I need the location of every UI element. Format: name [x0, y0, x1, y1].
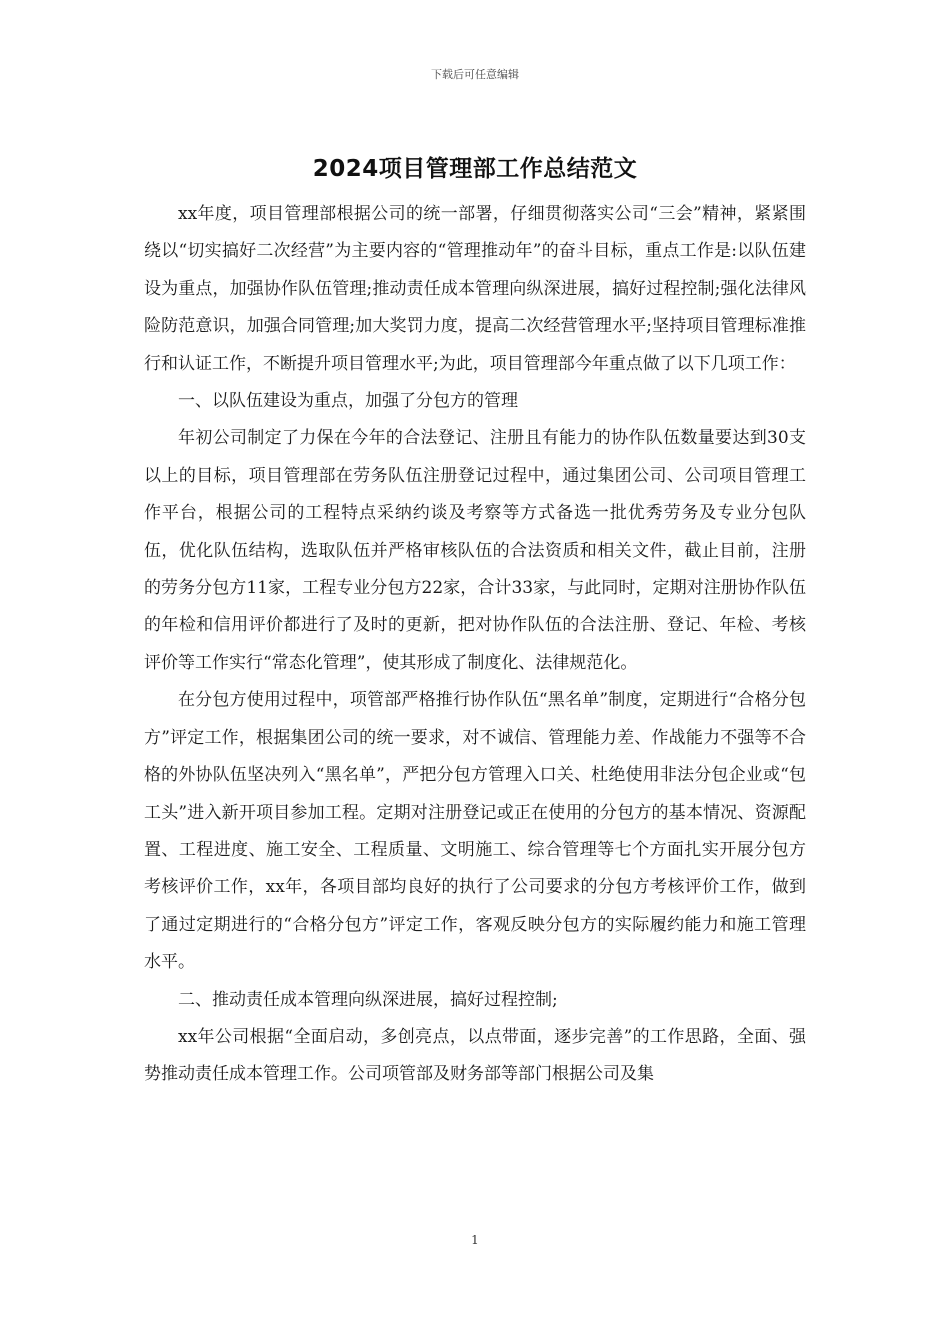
header-note: 下载后可任意编辑 — [431, 68, 519, 81]
paragraph-cost-management: xx年公司根据“全面启动，多创亮点，以点带面，逐步完善”的工作思路，全面、强势推动责任成本管理工作。公司项管部及财务部等部门根据公司及集 — [144, 1026, 806, 1085]
paragraph-subcontractor-blacklist: 在分包方使用过程中，项管部严格推行协作队伍“黑名单”制度，定期进行“合格分包方”评定工作，根据集团公司的统一要求，对不诚信、管理能力差、作战能力不强等不合格的外协队伍坚决列入“黑名单”，严把分包方管理入口关、杜绝使用非法分包企业或“包工头”进入新开项目参加工程。定期对注册登记或正在使用的分包方的基本情况、资源配置、工程进度、施工安全、工程质量、文明施工、综合管理等七个方面扎实开展分包方考核评价工作，xx年，各项目部均良好的执行了公司要求的分包方考核评价工作，做到了通过定期进行的“合格分包方”评定工作，客观反映分包方的实际履约能力和施工管理水平。 — [144, 690, 806, 973]
section-heading-2: 二、推动责任成本管理向纵深进展，搞好过程控制; — [178, 989, 558, 1010]
page-number: 1 — [471, 1233, 479, 1247]
document-title: 2024项目管理部工作总结范文 — [312, 156, 638, 182]
paragraph-team-registration: 年初公司制定了力保在今年的合法登记、注册且有能力的协作队伍数量要达到30支以上的目标，项目管理部在劳务队伍注册登记过程中，通过集团公司、公司项目管理工作平台，根据公司的工程特点采纳约谈及考察等方式备选一批优秀劳务及专业分包队伍，优化队伍结构，选取队伍并严格审核队伍的合法资质和相关文件，截止目前，注册的劳务分包方11家，工程专业分包方22家，合计33家，与此同时，定期对注册协作队伍的年检和信用评价都进行了及时的更新，把对协作队伍的合法注册、登记、年检、考核评价等工作实行“常态化管理”，使其形成了制度化、法律规范化。 — [144, 428, 806, 673]
paragraph-intro: xx年度，项目管理部根据公司的统一部署，仔细贯彻落实公司“三会”精神，紧紧围绕以“切实搞好二次经营”为主要内容的“管理推动年”的奋斗目标，重点工作是:以队伍建设为重点，加强协作队伍管理;推动责任成本管理向纵深进展，搞好过程控制;强化法律风险防范意识，加强合同管理;加大奖罚力度，提高二次经营管理水平;坚持项目管理标准推行和认证工作，不断提升项目管理水平;为此，项目管理部今年重点做了以下几项工作： — [144, 204, 806, 374]
section-heading-1: 一、以队伍建设为重点，加强了分包方的管理 — [178, 391, 518, 412]
document-body — [144, 196, 806, 1094]
